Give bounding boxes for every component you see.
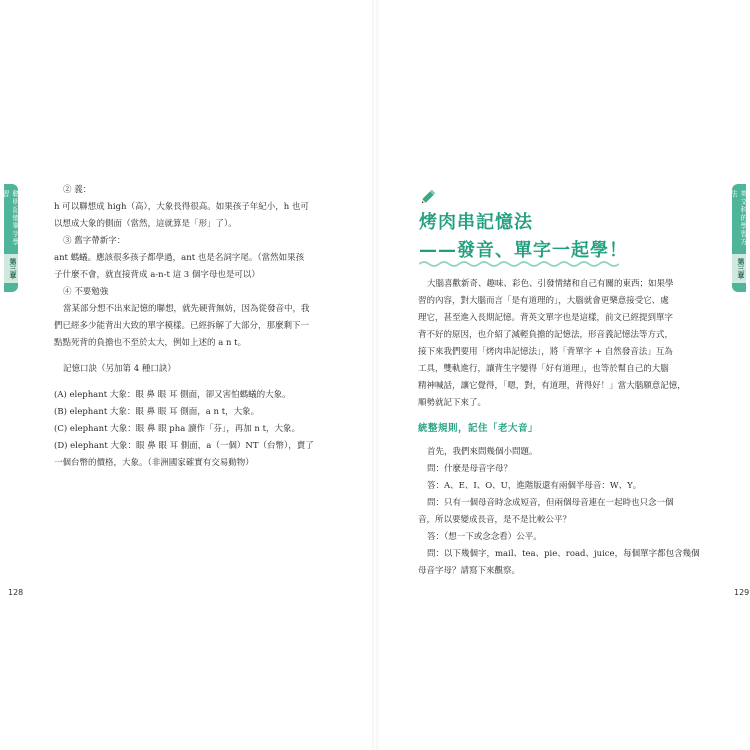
text-line: 問：只有一個母音時念成短音，但兩個母音連在一起時也只念一個 [427,498,674,508]
text-line: h 可以聯想成 high（高），大象長得很高。如果孩子年紀小，h 也可 [54,202,309,212]
right-page-number-text: 129 [734,588,750,597]
text-line: 工具，雙軌進行，讓背生字變得「好有道理」，也等於幫自己的大腦 [418,364,669,374]
text-line: 習的內容，對大腦而言「是有道理的」，大腦就會更樂意接受它、處 [418,296,669,306]
text-line: 接下來我們要用「烤肉串記憶法」，將「背單字 + 自然發音法」互為 [418,347,673,357]
text-line: ② 義： [63,185,92,195]
text-line: 子什麼不會，就直接背成 a-n-t 這 3 個字母也是可以） [54,270,260,280]
text-line: 一個台幣的價格，大象。（非洲國家確實有交易動物） [54,458,254,468]
text-line: 母音字母？請寫下來觀察。 [418,566,521,576]
left-side-tab [4,184,18,292]
right-tab-title: 英文科的學習方法 [730,190,748,246]
section-heading: 統整規則，記住「老大音」 [418,423,539,434]
text-line: 記憶口訣（另加第 4 種口訣） [63,364,176,374]
left-tab-title: 聰明記憶單字學習 [2,190,20,246]
text-line: 順勢就記下來了。 [418,398,487,408]
text-line: 點點死背的負擔也不至於太大，例如上述的 a n t。 [54,338,247,348]
text-line: 理它，甚至進入長期記憶。背英文單字也是這樣，前文已經提到單字 [418,313,674,323]
text-line: 首先，我們來問幾個小問題。 [427,447,538,457]
wavy-underline [419,260,619,268]
text-line: (D) elephant 大象：眼 鼻 眼 耳 側面，a（一個）NT（台幣），賣了 [54,441,314,451]
pencil-icon [419,186,439,206]
left-body-text [54,182,332,472]
text-line: 們已經多少能背出大致的單字模樣。已經拆解了大部分，那麼剩下一 [54,321,310,331]
text-line: 以想成大象的側面（當然，這就算是「形」了）。 [54,219,237,229]
left-tab-chapter: 第三章 [4,254,18,283]
text-line: ant 螞蟻。應該很多孩子都學過，ant 也是名詞字尾。（當然如果孩 [54,253,305,263]
text-line: 當某部分想不出來記憶的聯想，就先硬背無妨，因為從發音中，我 [63,304,310,314]
right-intro-text [418,276,718,412]
text-line: (B) elephant 大象：眼 鼻 眼 耳 側面，a n t，大象。 [54,407,260,417]
text-line: ③ 舊字帶新字： [63,236,126,246]
text-line: (A) elephant 大象：眼 鼻 眼 耳 側面，卻又害怕螞蟻的大象。 [54,390,291,400]
text-line: 精神喊話，讓它覺得，「嗯，對，有道理，背得好！」當大腦願意記憶， [418,381,686,391]
text-line: 問：什麼是母音字母？ [427,464,513,474]
text-line: 大腦喜歡新奇、趣味、彩色、引發情緒和自己有關的東西；如果學 [427,279,674,289]
right-tab-chapter: 第三章 [732,254,746,283]
text-line: 音，所以要變成長音，是不是比較公平？ [418,515,572,525]
right-side-tab [732,184,746,292]
right-page-number [734,588,750,597]
right-section-text [418,444,718,580]
text-line [54,378,332,387]
text-line: (C) elephant 大象：眼 鼻 眼 pha 讀作「芬」，再加 n t，大象。 [54,424,301,434]
left-page-number-text: 128 [8,588,24,597]
text-line: ④ 不要勉強 [63,287,109,297]
section-subtitle: ——發音、單字一起學！ [419,240,628,261]
left-page-number [8,588,24,597]
text-line: 問：以下幾個字，mail、tea、pie、road、juice，每個單字都包含幾個 [427,549,700,559]
text-line: 背不好的原因，也介紹了減輕負擔的記憶法，形音義記憶法等方式， [418,330,674,340]
text-line: 答：（想一下或念念看）公平。 [427,532,542,542]
text-line: 答：A、E、I、O、U，進階版還有兩個半母音：W、Y。 [427,481,642,491]
text-line [54,352,332,361]
section-title: 烤肉串記憶法 [419,212,533,233]
